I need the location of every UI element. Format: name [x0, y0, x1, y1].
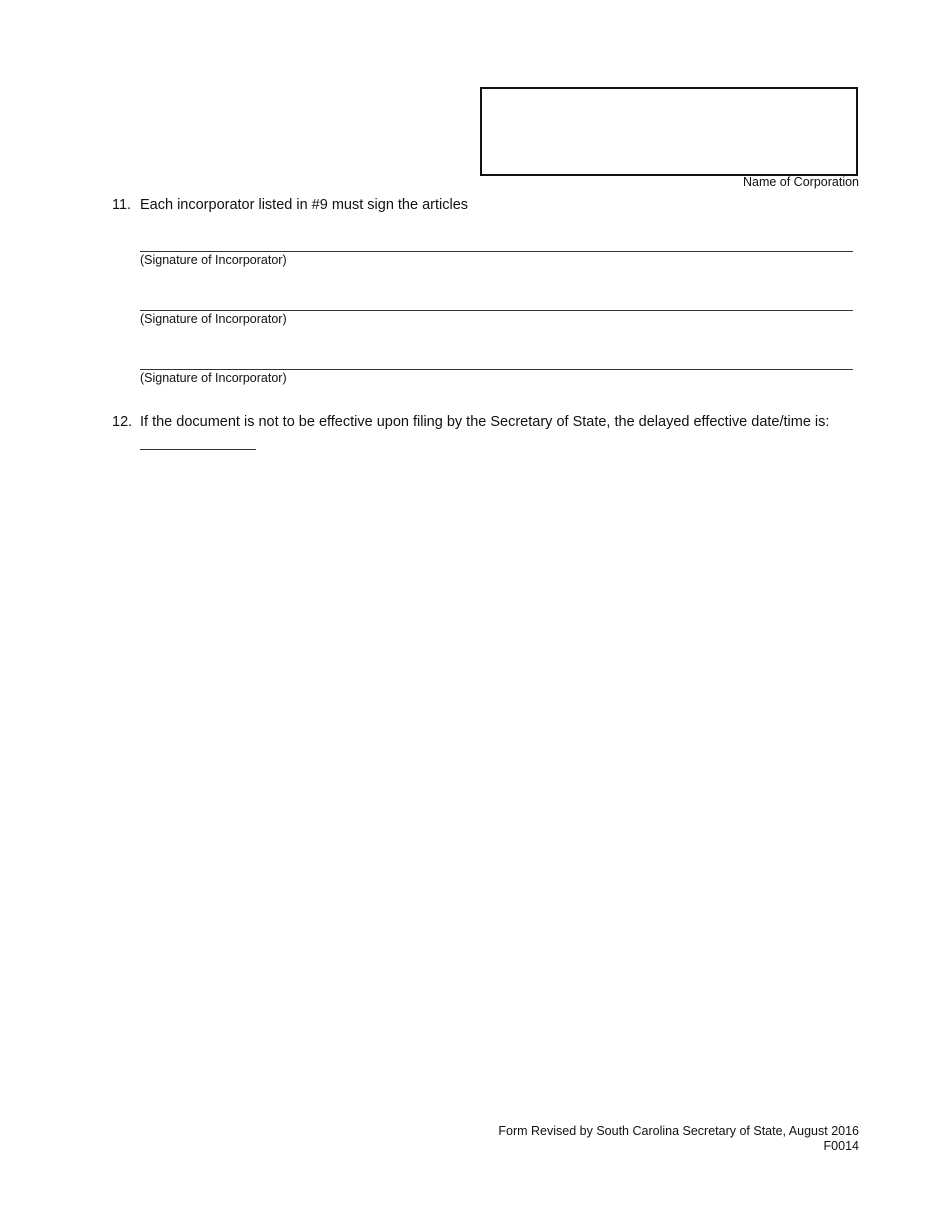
signature-line-1[interactable] — [140, 251, 853, 252]
signature-line-2[interactable] — [140, 310, 853, 311]
corporation-name-label: Name of Corporation — [742, 175, 859, 189]
form-footer — [498, 1124, 859, 1154]
signature-line-3[interactable] — [140, 369, 853, 370]
footer-revision: Form Revised by South Carolina Secretary of State, August 2016 — [498, 1124, 859, 1138]
footer-form-code: F0014 — [823, 1139, 859, 1153]
item-11-text: Each incorporator listed in #9 must sign the articles — [140, 197, 469, 213]
signature-label-3: (Signature of Incorporator) — [140, 371, 287, 385]
signature-label-2: (Signature of Incorporator) — [140, 312, 287, 326]
effective-date-field[interactable] — [140, 449, 256, 450]
item-11-number: 11. — [112, 197, 132, 213]
corporation-name-field[interactable] — [480, 87, 858, 176]
item-12-number: 12. — [112, 414, 133, 430]
item-11 — [112, 197, 872, 217]
item-12-text: If the document is not to be effective upon filing by the Secretary of State, the delayed effective date/time is: — [140, 414, 830, 430]
signature-label-1: (Signature of Incorporator) — [140, 253, 287, 267]
item-12 — [112, 414, 872, 434]
